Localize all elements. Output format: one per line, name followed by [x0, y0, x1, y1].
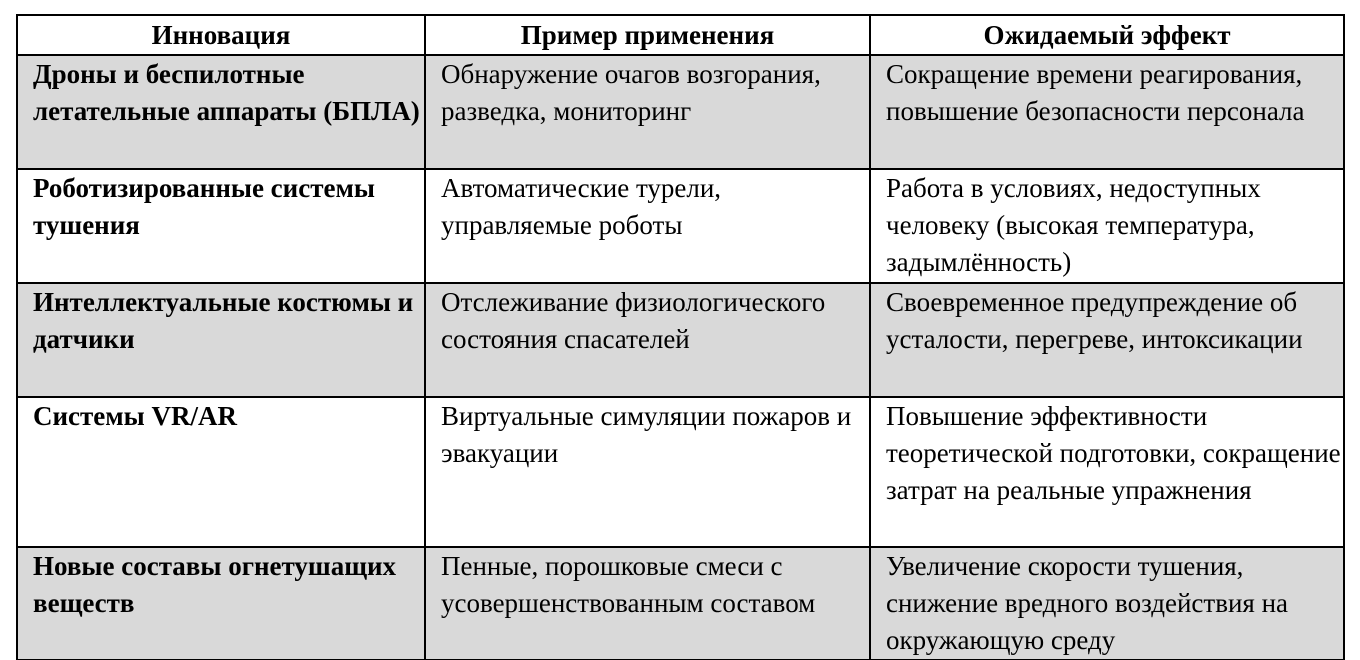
table-row	[17, 169, 1344, 283]
effect-cell: Своевременное предупреждение об усталости, перегреве, интоксикации	[870, 283, 1344, 397]
table-row	[17, 283, 1344, 397]
innovation-cell: Интеллектуальные костюмы и датчики	[17, 283, 425, 397]
effect-cell: Работа в условиях, недоступных человеку (высокая температура, задымлённость)	[870, 169, 1344, 283]
innovation-cell: Системы VR/AR	[17, 397, 425, 547]
table-row	[17, 547, 1344, 660]
header-effect: Ожидаемый эффект	[870, 15, 1344, 55]
example-cell: Пенные, порошковые смеси с усовершенствованным составом	[425, 547, 870, 660]
innovation-cell: Дроны и беспилотные летательные аппараты (БПЛА)	[17, 55, 425, 169]
innovation-cell: Роботизированные системы тушения	[17, 169, 425, 283]
example-cell: Виртуальные симуляции пожаров и эвакуации	[425, 397, 870, 547]
effect-cell: Повышение эффективности теоретической подготовки, сокращение затрат на реальные упражнения	[870, 397, 1344, 547]
innovations-table	[16, 14, 1345, 660]
header-example: Пример применения	[425, 15, 870, 55]
example-cell: Отслеживание физиологического состояния спасателей	[425, 283, 870, 397]
example-cell: Обнаружение очагов возгорания, разведка, мониторинг	[425, 55, 870, 169]
table-row	[17, 55, 1344, 169]
innovation-cell: Новые составы огнетушащих веществ	[17, 547, 425, 660]
header-innovation: Инновация	[17, 15, 425, 55]
table-row	[17, 397, 1344, 547]
example-cell: Автоматические турели, управляемые роботы	[425, 169, 870, 283]
effect-cell: Сокращение времени реагирования, повышение безопасности персонала	[870, 55, 1344, 169]
table-header-row	[17, 15, 1344, 55]
effect-cell: Увеличение скорости тушения, снижение вредного воздействия на окружающую среду	[870, 547, 1344, 660]
